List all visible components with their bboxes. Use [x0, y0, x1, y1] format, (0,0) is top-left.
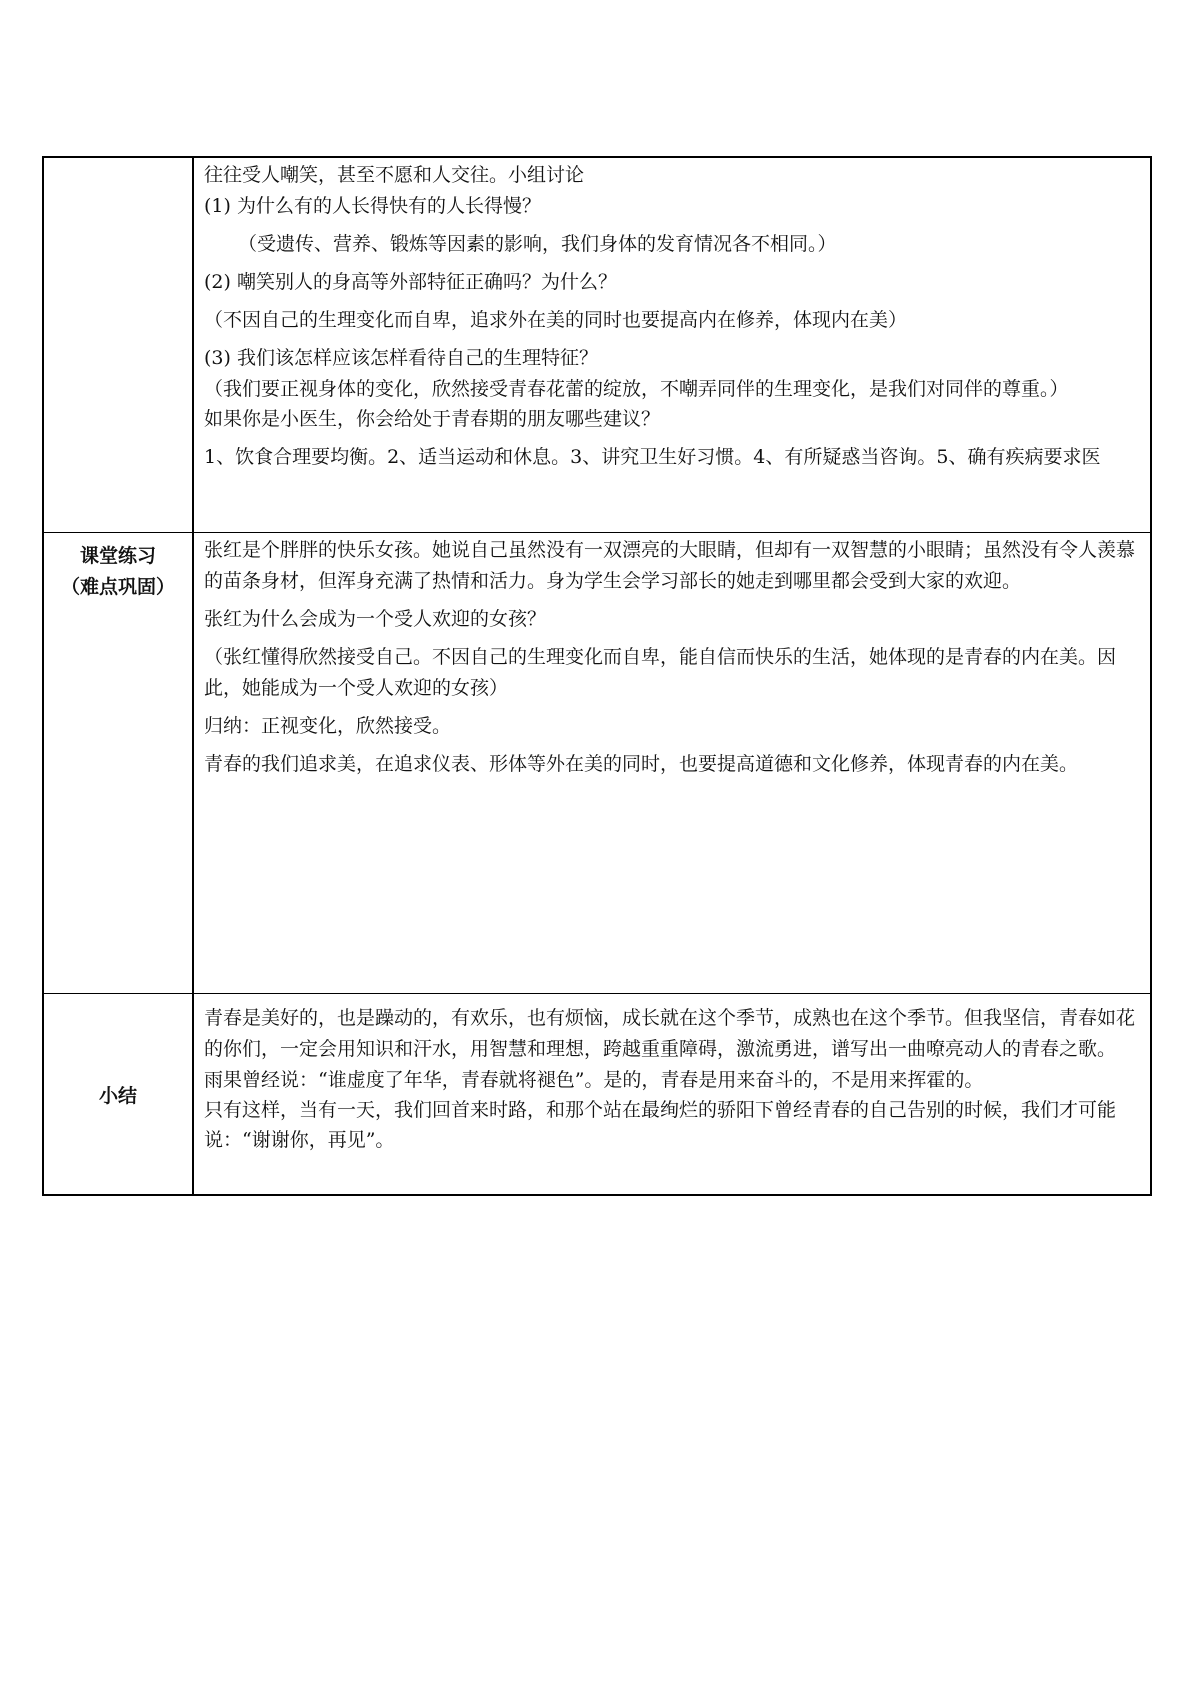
- doctor-advice: 1、饮食合理要均衡。2、适当运动和休息。3、讲究卫生好习惯。4、有所疑惑当咨询。5、确有疾病要求医: [204, 446, 1101, 468]
- practice-cell: [193, 533, 1151, 994]
- question-1: (1) 为什么有的人长得快有的人长得慢？: [204, 195, 541, 217]
- answer-2: （不因自己的生理变化而自卑，追求外在美的同时也要提高内在修养，体现内在美）: [204, 309, 908, 331]
- summary-paragraph-2: 雨果曾经说：“谁虚度了年华，青春就将褪色”。是的，青春是用来奋斗的，不是用来挥霍的。: [204, 1069, 984, 1091]
- practice-content: [194, 533, 1150, 786]
- practice-answer: （张红懂得欣然接受自己。不因自己的生理变化而自卑，能自信而快乐的生活，她体现的是青春的内在美。因此，她能成为一个受人欢迎的女孩）: [204, 646, 1117, 699]
- row-label-empty: [43, 157, 193, 533]
- summary-cell: [193, 994, 1151, 1196]
- practice-label: 课堂练习: [79, 545, 156, 567]
- summary-paragraph-3: 只有这样，当有一天，我们回首来时路，和那个站在最绚烂的骄阳下曾经青春的自己告别的时候，我们才可能说：“谢谢你，再见”。: [204, 1099, 1117, 1151]
- lesson-plan-table: [42, 156, 1152, 1196]
- doctor-question: 如果你是小医生，你会给处于青春期的朋友哪些建议？: [204, 408, 661, 430]
- table-row-discussion: [43, 157, 1151, 533]
- table-row-summary: [43, 994, 1151, 1196]
- answer-1: （受遗传、营养、锻炼等因素的影响，我们身体的发育情况各不相同。）: [238, 233, 837, 255]
- row-label-practice: [43, 533, 193, 994]
- summary-label: 小结: [98, 1084, 137, 1107]
- question-3: (3) 我们该怎样应该怎样看待自己的生理特征？: [204, 347, 598, 369]
- practice-summary: 归纳：正视变化，欣然接受。: [204, 715, 452, 737]
- row-label-summary: [43, 994, 193, 1196]
- practice-story: 张红是个胖胖的快乐女孩。她说自己虽然没有一双漂亮的大眼睛，但却有一双智慧的小眼睛；虽然没有令人羡慕的苗条身材，但浑身充满了热情和活力。身为学生会学习部长的她走到哪里都会受到大家的欢迎。: [204, 539, 1136, 592]
- summary-paragraph-1: 青春是美好的，也是躁动的，有欢乐，也有烦恼，成长就在这个季节，成熟也在这个季节。但我坚信，青春如花的你们，一定会用知识和汗水，用智慧和理想，跨越重重障碍，激流勇进，谱写出一曲嘹亮动人的青春之歌。: [204, 1007, 1136, 1060]
- discussion-cell: [193, 157, 1151, 533]
- discussion-content: [194, 158, 1150, 479]
- practice-conclusion: 青春的我们追求美，在追求仪表、形体等外在美的同时，也要提高道德和文化修养，体现青春的内在美。: [204, 753, 1079, 775]
- answer-3: （我们要正视身体的变化，欣然接受青春花蕾的绽放，不嘲弄同伴的生理变化，是我们对同伴的尊重。）: [204, 378, 1069, 400]
- question-2: (2) 嘲笑别人的身高等外部特征正确吗？为什么？: [204, 271, 617, 293]
- practice-sublabel: （难点巩固）: [60, 576, 175, 598]
- discussion-intro: 往往受人嘲笑，甚至不愿和人交往。小组讨论: [204, 164, 585, 186]
- summary-content: [194, 994, 1150, 1161]
- practice-question: 张红为什么会成为一个受人欢迎的女孩？: [204, 608, 547, 630]
- table-row-practice: [43, 533, 1151, 994]
